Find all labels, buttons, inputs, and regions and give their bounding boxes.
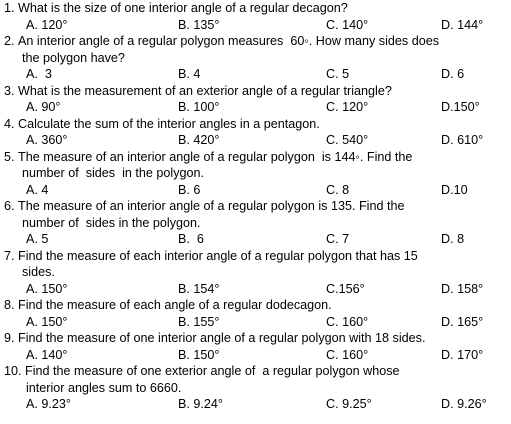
choice-b: B. 100°: [178, 100, 220, 114]
question-number: 6.: [4, 199, 15, 213]
question-line: [4, 0, 505, 17]
choice-d: D. 9.26°: [441, 397, 487, 411]
question-number: 5.: [4, 149, 15, 164]
choice-c: C. 8: [326, 182, 350, 197]
choice-a: A. 3: [26, 67, 52, 81]
choice-b: B. 4: [178, 67, 201, 81]
choice-b: B. 135°: [178, 17, 220, 32]
choice-d: D.10: [441, 182, 468, 197]
question-5: [4, 149, 505, 199]
choice-c: C.156°: [326, 281, 365, 296]
question-line: [4, 33, 505, 50]
question-10: [4, 363, 505, 413]
question-8: [4, 297, 505, 330]
question-text: An interior angle of a regular polygon measures 60◦. How many sides does: [18, 34, 440, 48]
question-text: Find the measure of one exterior angle of a regular polygon whose: [25, 364, 400, 378]
choice-a: A. 360°: [26, 133, 68, 147]
question-line: [4, 330, 505, 347]
choice-b: B. 154°: [178, 281, 220, 296]
answer-choices: [4, 17, 505, 34]
choice-a: A. 150°: [26, 281, 68, 296]
answer-choices: [4, 99, 505, 116]
choice-a: A. 4: [26, 182, 49, 197]
answer-choices: [4, 314, 505, 331]
question-text-continued: number of sides in the polygon.: [22, 166, 205, 180]
choice-b: B. 150°: [178, 347, 220, 362]
question-text-continued: number of sides in the polygon.: [22, 215, 201, 230]
question-line: [4, 116, 505, 133]
question-number: 8.: [4, 298, 15, 312]
choice-a: A. 5: [26, 232, 49, 246]
question-text: Find the measure of one interior angle of a regular polygon with 18 sides.: [18, 331, 426, 345]
choice-a: A. 120°: [26, 17, 68, 32]
question-text: The measure of an interior angle of a regular polygon is 144◦. Find the: [18, 149, 413, 164]
choice-a: A. 9.23°: [26, 397, 71, 411]
question-text: Find the measure of each interior angle of a regular polygon that has 15: [18, 248, 418, 263]
question-3: [4, 83, 505, 116]
choice-c: C. 160°: [326, 347, 369, 362]
question-number: 9.: [4, 331, 15, 345]
question-number: 4.: [4, 116, 15, 131]
question-text: What is the size of one interior angle of a regular decagon?: [18, 1, 348, 15]
question-text-continued: sides.: [22, 265, 55, 279]
question-text: The measure of an interior angle of a regular polygon is 135. Find the: [18, 199, 405, 213]
choice-b: B. 155°: [178, 314, 220, 329]
question-line: [4, 248, 505, 265]
answer-choices: [4, 347, 505, 364]
choice-d: D.150°: [441, 100, 480, 114]
question-line: [4, 363, 505, 380]
choice-c: C. 9.25°: [326, 397, 372, 411]
choice-c: C. 5: [326, 67, 350, 81]
question-9: [4, 330, 505, 363]
question-text: What is the measurement of an exterior angle of a regular triangle?: [18, 83, 392, 98]
choice-d: D. 158°: [441, 281, 484, 296]
choice-d: D. 144°: [441, 17, 484, 32]
answer-choices: [4, 66, 505, 83]
choice-d: D. 6: [441, 67, 465, 81]
question-2: [4, 33, 505, 83]
question-number: 1.: [4, 1, 15, 15]
choice-c: C. 140°: [326, 17, 369, 32]
choice-b: B. 6: [178, 232, 204, 246]
question-1: [4, 0, 505, 33]
answer-choices: [4, 281, 505, 298]
choice-b: B. 420°: [178, 133, 220, 147]
question-number: 10.: [4, 364, 22, 378]
question-line: [4, 198, 505, 215]
choice-b: B. 6: [178, 182, 201, 197]
choice-b: B. 9.24°: [178, 397, 223, 411]
question-number: 2.: [4, 34, 15, 48]
choice-d: D. 610°: [441, 133, 484, 147]
question-line: [4, 149, 505, 166]
question-number: 7.: [4, 248, 15, 263]
question-text: Find the measure of each angle of a regular dodecagon.: [18, 298, 332, 312]
question-line: [4, 83, 505, 100]
choice-a: A. 140°: [26, 347, 68, 362]
question-6: [4, 198, 505, 248]
question-text-continued: the polygon have?: [22, 50, 125, 65]
choice-c: C. 120°: [326, 100, 369, 114]
choice-a: A. 90°: [26, 100, 61, 114]
question-text-continued: interior angles sum to 6660.: [26, 380, 182, 395]
answer-choices: [4, 231, 505, 248]
question-line: [4, 297, 505, 314]
choice-c: C. 540°: [326, 133, 369, 147]
question-7: [4, 248, 505, 298]
question-4: [4, 116, 505, 149]
choice-c: C. 7: [326, 232, 350, 246]
question-number: 3.: [4, 83, 15, 98]
answer-choices: [4, 396, 505, 413]
choice-a: A. 150°: [26, 314, 68, 329]
answer-choices: [4, 182, 505, 199]
answer-choices: [4, 132, 505, 149]
choice-c: C. 160°: [326, 314, 369, 329]
choice-d: D. 8: [441, 232, 465, 246]
choice-d: D. 170°: [441, 347, 484, 362]
question-text: Calculate the sum of the interior angles in a pentagon.: [18, 116, 320, 131]
choice-d: D. 165°: [441, 314, 484, 329]
